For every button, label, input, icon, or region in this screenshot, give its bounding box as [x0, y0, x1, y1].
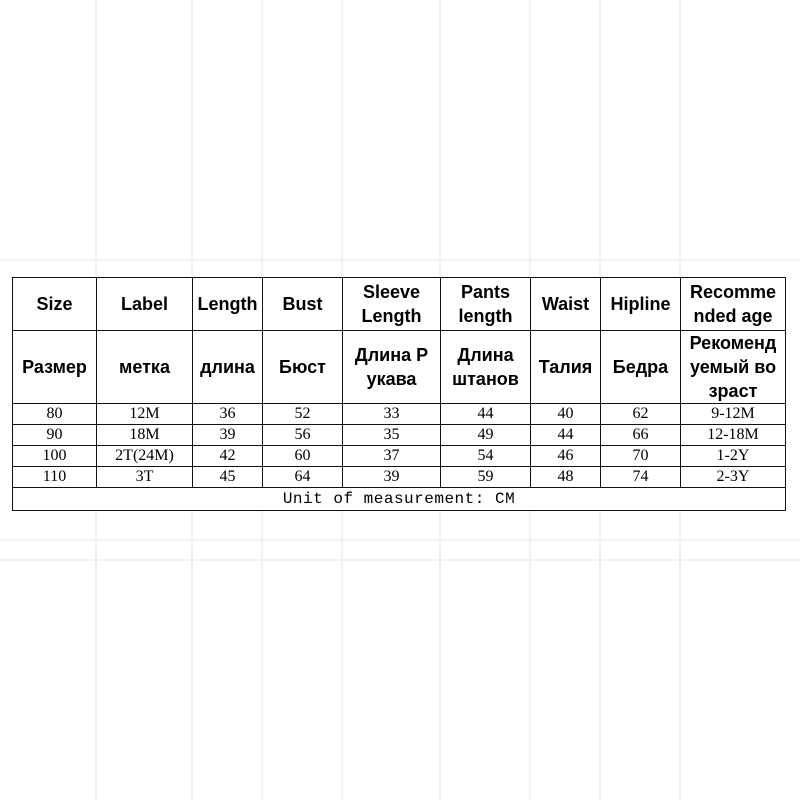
cell-recommended-age: 12-18M [681, 425, 786, 446]
cell-label: 3T [97, 467, 193, 488]
header-label-ru: метка [97, 331, 193, 404]
cell-hipline: 66 [601, 425, 681, 446]
unit-note-row [13, 488, 786, 511]
header-length-ru: длина [193, 331, 263, 404]
header-row-russian [13, 331, 786, 404]
header-pants-length-ru: Длина штанов [441, 331, 531, 404]
header-hipline: Hipline [601, 278, 681, 331]
header-size: Size [13, 278, 97, 331]
cell-size: 90 [13, 425, 97, 446]
cell-label: 2T(24M) [97, 446, 193, 467]
table-row [13, 425, 786, 446]
cell-length: 39 [193, 425, 263, 446]
cell-waist: 44 [531, 425, 601, 446]
header-row-english [13, 278, 786, 331]
cell-pants-length: 44 [441, 404, 531, 425]
header-length: Length [193, 278, 263, 331]
unit-note: Unit of measurement: CM [13, 488, 786, 511]
size-chart-table [12, 277, 786, 511]
table-row [13, 467, 786, 488]
cell-pants-length: 49 [441, 425, 531, 446]
header-waist: Waist [531, 278, 601, 331]
cell-length: 45 [193, 467, 263, 488]
cell-recommended-age: 9-12M [681, 404, 786, 425]
cell-size: 80 [13, 404, 97, 425]
cell-waist: 46 [531, 446, 601, 467]
cell-length: 36 [193, 404, 263, 425]
cell-label: 12M [97, 404, 193, 425]
cell-length: 42 [193, 446, 263, 467]
table-row [13, 446, 786, 467]
header-recommended-age: Recomme nded age [681, 278, 786, 331]
header-pants-length: Pants length [441, 278, 531, 331]
cell-bust: 56 [263, 425, 343, 446]
cell-pants-length: 54 [441, 446, 531, 467]
cell-pants-length: 59 [441, 467, 531, 488]
cell-sleeve-length: 37 [343, 446, 441, 467]
cell-label: 18M [97, 425, 193, 446]
header-sleeve-length: Sleeve Length [343, 278, 441, 331]
header-recommended-age-ru: Рекоменд уемый во зраст [681, 331, 786, 404]
header-size-ru: Размер [13, 331, 97, 404]
cell-bust: 64 [263, 467, 343, 488]
cell-size: 100 [13, 446, 97, 467]
cell-sleeve-length: 35 [343, 425, 441, 446]
header-bust: Bust [263, 278, 343, 331]
cell-bust: 52 [263, 404, 343, 425]
cell-hipline: 70 [601, 446, 681, 467]
cell-size: 110 [13, 467, 97, 488]
header-hipline-ru: Бедра [601, 331, 681, 404]
cell-hipline: 74 [601, 467, 681, 488]
header-label: Label [97, 278, 193, 331]
table-row [13, 404, 786, 425]
header-waist-ru: Талия [531, 331, 601, 404]
cell-waist: 48 [531, 467, 601, 488]
cell-hipline: 62 [601, 404, 681, 425]
header-sleeve-length-ru: Длина Р укава [343, 331, 441, 404]
cell-sleeve-length: 33 [343, 404, 441, 425]
header-bust-ru: Бюст [263, 331, 343, 404]
cell-waist: 40 [531, 404, 601, 425]
cell-bust: 60 [263, 446, 343, 467]
cell-recommended-age: 2-3Y [681, 467, 786, 488]
cell-recommended-age: 1-2Y [681, 446, 786, 467]
cell-sleeve-length: 39 [343, 467, 441, 488]
